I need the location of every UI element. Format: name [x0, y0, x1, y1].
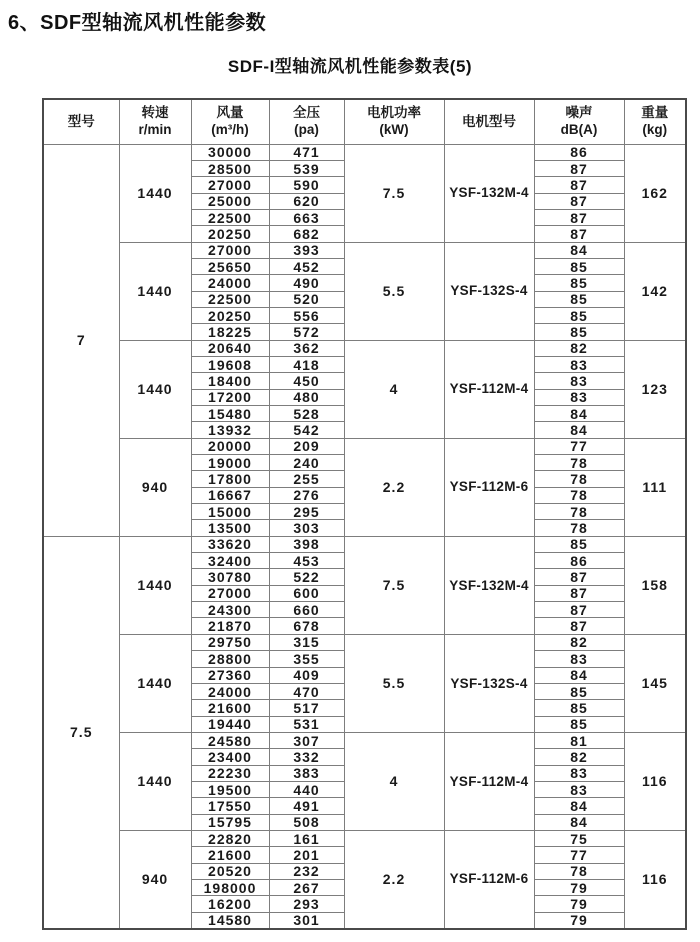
cell-noise: 83 — [534, 651, 624, 667]
cell-pressure: 398 — [269, 536, 344, 552]
cell-power: 4 — [344, 732, 444, 830]
table-row — [43, 144, 686, 160]
cell-airflow: 27360 — [191, 667, 269, 683]
cell-motor: YSF-132M-4 — [444, 536, 534, 634]
cell-noise: 84 — [534, 242, 624, 258]
cell-pressure: 542 — [269, 422, 344, 438]
cell-airflow: 21600 — [191, 847, 269, 863]
cell-airflow: 21600 — [191, 700, 269, 716]
cell-airflow: 27000 — [191, 585, 269, 601]
cell-pressure: 470 — [269, 683, 344, 699]
header-label: 噪声 — [565, 105, 593, 121]
cell-pressure: 232 — [269, 863, 344, 879]
cell-motor: YSF-112M-6 — [444, 438, 534, 536]
cell-weight: 158 — [624, 536, 686, 634]
cell-airflow: 13932 — [191, 422, 269, 438]
header-label: 型号 — [67, 113, 95, 129]
cell-airflow: 17800 — [191, 471, 269, 487]
cell-noise: 87 — [534, 226, 624, 242]
cell-airflow: 16200 — [191, 896, 269, 912]
cell-airflow: 18400 — [191, 373, 269, 389]
cell-power: 4 — [344, 340, 444, 438]
header-unit: (m³/h) — [211, 121, 249, 137]
cell-airflow: 24000 — [191, 683, 269, 699]
cell-airflow: 22500 — [191, 291, 269, 307]
cell-noise: 75 — [534, 830, 624, 846]
cell-noise: 85 — [534, 258, 624, 274]
cell-power: 7.5 — [344, 144, 444, 242]
cell-pressure: 332 — [269, 749, 344, 765]
cell-pressure: 355 — [269, 651, 344, 667]
table-row — [43, 634, 686, 650]
header-cell-weight — [624, 99, 686, 144]
cell-noise: 82 — [534, 749, 624, 765]
header-label: 转速 — [141, 105, 169, 121]
cell-airflow: 19500 — [191, 781, 269, 797]
cell-pressure: 531 — [269, 716, 344, 732]
cell-noise: 83 — [534, 373, 624, 389]
cell-pressure: 293 — [269, 896, 344, 912]
cell-noise: 87 — [534, 160, 624, 176]
table-row — [43, 340, 686, 356]
cell-pressure: 255 — [269, 471, 344, 487]
table-row — [43, 438, 686, 454]
cell-noise: 84 — [534, 406, 624, 422]
cell-airflow: 30000 — [191, 144, 269, 160]
header-label: 电机功率 — [367, 105, 421, 121]
cell-noise: 87 — [534, 618, 624, 634]
cell-pressure: 453 — [269, 553, 344, 569]
cell-speed: 1440 — [119, 634, 191, 732]
cell-airflow: 29750 — [191, 634, 269, 650]
cell-noise: 79 — [534, 912, 624, 928]
cell-noise: 85 — [534, 683, 624, 699]
cell-noise: 86 — [534, 553, 624, 569]
cell-power: 7.5 — [344, 536, 444, 634]
cell-airflow: 23400 — [191, 749, 269, 765]
cell-noise: 79 — [534, 879, 624, 895]
cell-airflow: 15480 — [191, 406, 269, 422]
cell-noise: 87 — [534, 585, 624, 601]
cell-noise: 87 — [534, 209, 624, 225]
cell-weight: 142 — [624, 242, 686, 340]
cell-model: 7.5 — [43, 536, 119, 928]
header-cell-model — [43, 99, 119, 144]
cell-pressure: 301 — [269, 912, 344, 928]
cell-noise: 83 — [534, 781, 624, 797]
cell-pressure: 409 — [269, 667, 344, 683]
cell-airflow: 27000 — [191, 242, 269, 258]
cell-pressure: 452 — [269, 258, 344, 274]
cell-motor: YSF-112M-4 — [444, 340, 534, 438]
cell-motor: YSF-112M-4 — [444, 732, 534, 830]
table-row — [43, 830, 686, 846]
cell-pressure: 161 — [269, 830, 344, 846]
cell-airflow: 19000 — [191, 455, 269, 471]
cell-noise: 78 — [534, 520, 624, 536]
cell-airflow: 13500 — [191, 520, 269, 536]
header-row — [43, 99, 686, 144]
cell-noise: 85 — [534, 275, 624, 291]
header-label: 风量 — [216, 105, 244, 121]
cell-pressure: 539 — [269, 160, 344, 176]
cell-pressure: 660 — [269, 602, 344, 618]
cell-airflow: 24300 — [191, 602, 269, 618]
cell-airflow: 19440 — [191, 716, 269, 732]
cell-power: 2.2 — [344, 830, 444, 928]
cell-pressure: 240 — [269, 455, 344, 471]
cell-airflow: 16667 — [191, 487, 269, 503]
table-row — [43, 732, 686, 748]
cell-power: 5.5 — [344, 634, 444, 732]
cell-weight: 162 — [624, 144, 686, 242]
header-cell-speed — [119, 99, 191, 144]
cell-noise: 78 — [534, 487, 624, 503]
cell-pressure: 209 — [269, 438, 344, 454]
cell-noise: 78 — [534, 455, 624, 471]
cell-airflow: 28500 — [191, 160, 269, 176]
header-unit: dB(A) — [560, 121, 598, 137]
cell-airflow: 22230 — [191, 765, 269, 781]
cell-pressure: 682 — [269, 226, 344, 242]
cell-pressure: 572 — [269, 324, 344, 340]
page-title: 6、SDF型轴流风机性能参数 — [8, 12, 267, 34]
cell-noise: 84 — [534, 814, 624, 830]
cell-motor: YSF-132S-4 — [444, 242, 534, 340]
cell-noise: 84 — [534, 667, 624, 683]
cell-weight: 123 — [624, 340, 686, 438]
cell-noise: 83 — [534, 356, 624, 372]
cell-noise: 83 — [534, 389, 624, 405]
cell-weight: 145 — [624, 634, 686, 732]
cell-pressure: 383 — [269, 765, 344, 781]
header-label: 全压 — [293, 105, 320, 121]
cell-airflow: 30780 — [191, 569, 269, 585]
cell-airflow: 22820 — [191, 830, 269, 846]
cell-noise: 85 — [534, 716, 624, 732]
cell-noise: 85 — [534, 324, 624, 340]
cell-noise: 84 — [534, 798, 624, 814]
cell-pressure: 556 — [269, 307, 344, 323]
cell-noise: 83 — [534, 765, 624, 781]
cell-airflow: 20000 — [191, 438, 269, 454]
cell-airflow: 24000 — [191, 275, 269, 291]
cell-airflow: 18225 — [191, 324, 269, 340]
cell-pressure: 522 — [269, 569, 344, 585]
cell-noise: 78 — [534, 863, 624, 879]
cell-pressure: 491 — [269, 798, 344, 814]
cell-pressure: 490 — [269, 275, 344, 291]
cell-airflow: 20640 — [191, 340, 269, 356]
cell-pressure: 440 — [269, 781, 344, 797]
cell-weight: 116 — [624, 830, 686, 928]
cell-noise: 87 — [534, 602, 624, 618]
cell-pressure: 276 — [269, 487, 344, 503]
header-unit: (pa) — [294, 121, 319, 137]
cell-airflow: 32400 — [191, 553, 269, 569]
cell-noise: 86 — [534, 144, 624, 160]
cell-pressure: 315 — [269, 634, 344, 650]
header-label: 电机型号 — [462, 113, 516, 129]
cell-pressure: 528 — [269, 406, 344, 422]
cell-airflow: 17550 — [191, 798, 269, 814]
cell-speed: 940 — [119, 438, 191, 536]
cell-pressure: 678 — [269, 618, 344, 634]
cell-airflow: 27000 — [191, 177, 269, 193]
cell-pressure: 450 — [269, 373, 344, 389]
cell-airflow: 15000 — [191, 504, 269, 520]
cell-motor: YSF-112M-6 — [444, 830, 534, 928]
cell-noise: 82 — [534, 634, 624, 650]
header-cell-airflow — [191, 99, 269, 144]
cell-pressure: 471 — [269, 144, 344, 160]
cell-noise: 87 — [534, 193, 624, 209]
cell-noise: 77 — [534, 438, 624, 454]
cell-noise: 85 — [534, 307, 624, 323]
cell-noise: 87 — [534, 177, 624, 193]
header-unit: r/min — [138, 121, 172, 137]
cell-speed: 940 — [119, 830, 191, 928]
header-cell-motor — [444, 99, 534, 144]
cell-power: 5.5 — [344, 242, 444, 340]
cell-pressure: 303 — [269, 520, 344, 536]
cell-airflow: 20520 — [191, 863, 269, 879]
cell-noise: 84 — [534, 422, 624, 438]
cell-airflow: 14580 — [191, 912, 269, 928]
cell-pressure: 520 — [269, 291, 344, 307]
cell-noise: 85 — [534, 291, 624, 307]
cell-speed: 1440 — [119, 536, 191, 634]
cell-pressure: 517 — [269, 700, 344, 716]
cell-noise: 79 — [534, 896, 624, 912]
cell-airflow: 33620 — [191, 536, 269, 552]
cell-airflow: 20250 — [191, 226, 269, 242]
header-unit: (kg) — [642, 121, 668, 137]
cell-pressure: 480 — [269, 389, 344, 405]
cell-pressure: 201 — [269, 847, 344, 863]
cell-pressure: 600 — [269, 585, 344, 601]
cell-speed: 1440 — [119, 732, 191, 830]
cell-pressure: 620 — [269, 193, 344, 209]
cell-airflow: 198000 — [191, 879, 269, 895]
cell-motor: YSF-132S-4 — [444, 634, 534, 732]
header-unit: (kW) — [379, 121, 409, 137]
cell-power: 2.2 — [344, 438, 444, 536]
table-row — [43, 242, 686, 258]
cell-speed: 1440 — [119, 144, 191, 242]
cell-airflow: 21870 — [191, 618, 269, 634]
table-row — [43, 536, 686, 552]
cell-noise: 85 — [534, 700, 624, 716]
cell-airflow: 15795 — [191, 814, 269, 830]
header-cell-noise — [534, 99, 624, 144]
header-label: 重量 — [641, 105, 669, 121]
header-cell-pressure — [269, 99, 344, 144]
cell-airflow: 24580 — [191, 732, 269, 748]
cell-airflow: 22500 — [191, 209, 269, 225]
cell-speed: 1440 — [119, 340, 191, 438]
cell-speed: 1440 — [119, 242, 191, 340]
cell-noise: 85 — [534, 536, 624, 552]
cell-airflow: 19608 — [191, 356, 269, 372]
cell-pressure: 590 — [269, 177, 344, 193]
cell-airflow: 17200 — [191, 389, 269, 405]
cell-airflow: 20250 — [191, 307, 269, 323]
cell-pressure: 393 — [269, 242, 344, 258]
cell-pressure: 267 — [269, 879, 344, 895]
cell-motor: YSF-132M-4 — [444, 144, 534, 242]
cell-noise: 82 — [534, 340, 624, 356]
cell-pressure: 362 — [269, 340, 344, 356]
cell-noise: 77 — [534, 847, 624, 863]
cell-pressure: 307 — [269, 732, 344, 748]
cell-noise: 87 — [534, 569, 624, 585]
cell-weight: 116 — [624, 732, 686, 830]
cell-pressure: 418 — [269, 356, 344, 372]
cell-weight: 111 — [624, 438, 686, 536]
table-title: SDF-I型轴流风机性能参数表(5) — [227, 57, 473, 76]
cell-pressure: 508 — [269, 814, 344, 830]
cell-airflow: 25000 — [191, 193, 269, 209]
cell-noise: 78 — [534, 471, 624, 487]
cell-pressure: 295 — [269, 504, 344, 520]
cell-noise: 81 — [534, 732, 624, 748]
cell-airflow: 25650 — [191, 258, 269, 274]
cell-airflow: 28800 — [191, 651, 269, 667]
cell-model: 7 — [43, 144, 119, 536]
cell-pressure: 663 — [269, 209, 344, 225]
cell-noise: 78 — [534, 504, 624, 520]
header-cell-power — [344, 99, 444, 144]
performance-table — [42, 98, 687, 930]
